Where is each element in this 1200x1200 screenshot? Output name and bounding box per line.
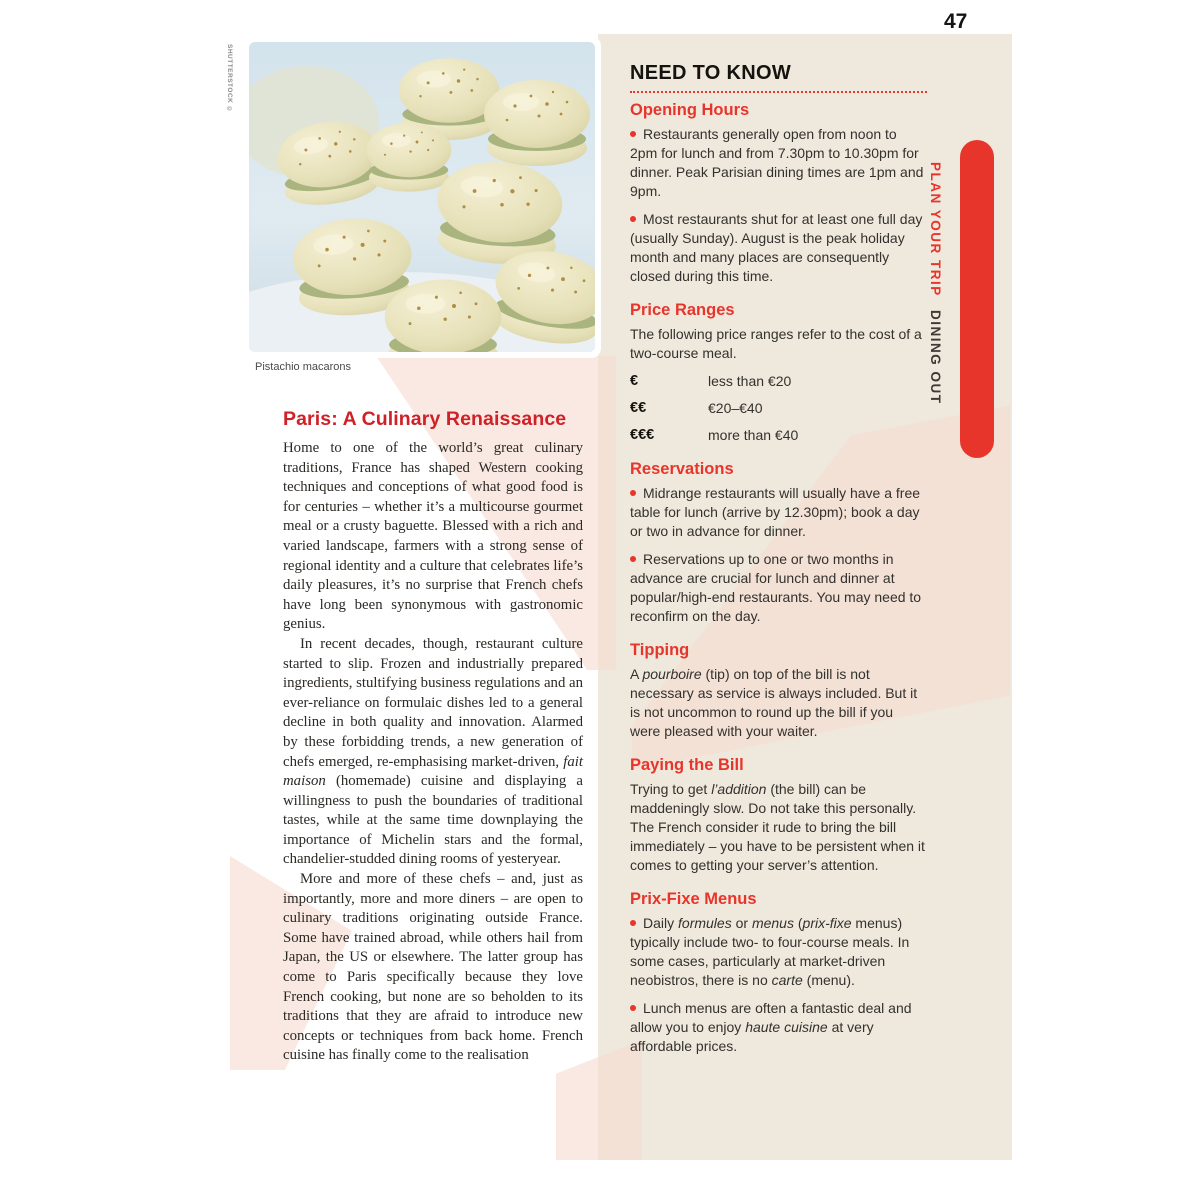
bullet-item [630,914,927,990]
article-paragraph: More and more of these chefs – and, just as importantly, more and more diners – are open to culinary traditions originating outside France. Some have trained abroad, while others hail from Japan, the US or elsewhere. The latter group has come to Paris specifically because they love French cooking, but none are so beholden to its traditions that they are afraid to introduce new concepts or techniques from back home. French cuisine has finally come to the realisation [283,871,583,1064]
page-number: 47 [944,10,968,33]
article-paragraph: Home to one of the world’s great culinary traditions, France has shaped Western cooking techniques and conceptions of what good food is for centuries – whether it’s a multicourse gourmet meal or a crusty baguette. Blessed with a rich and varied landscape, farmers with a strong sense of regional identity and a culture that celebrates life’s daily pleasures, it’s no surprise that French chefs have long been synonymous with gastronomic genius. [283,440,583,633]
bullet-icon [630,216,636,222]
bullet-item [630,550,927,626]
bullet-icon [630,556,636,562]
price-row [630,372,927,391]
photo-credit: SHUTTERSTOCK © [226,44,233,114]
plan-your-trip-label: PLAN YOUR TRIP [928,162,943,297]
price-ranges-intro: The following price ranges refer to the cost of a two-course meal. [630,326,922,361]
section-heading-paying-the-bill: Paying the Bill [630,756,744,774]
bullet-text: Midrange restaurants will usually have a free table for lunch (arrive by 12.30pm); book a day or two in advance for dinner. [630,485,921,539]
price-symbol: €€ [630,400,647,416]
bullet-icon [630,920,636,926]
photo-frame [243,36,601,358]
dotted-divider [630,91,927,93]
bullet-text: Reservations up to one or two months in advance are crucial for lunch and dinner at popular/high-end restaurants. You may need to reconfirm on the day. [630,551,922,624]
section-heading-prix-fixe-menus: Prix-Fixe Menus [630,890,757,908]
section-text: A pourboire (tip) on top of the bill is not necessary as service is always included. But it is not uncommon to round up the bill if you were pleased with your waiter. [630,666,918,739]
article-paragraph: In recent decades, though, restaurant culture started to slip. Frozen and industrially prepared ingredients, stultifying business regulations and an ever-reliance on formulaic dishes led to a general decline in both quality and innovation. Alarmed by these forbidding trends, a new generation of chefs emerged, re-emphasising market-driven, fait maison (homemade) cuisine and displaying a willingness to push the boundaries of traditional tastes, while at the same time downplaying the importance of Michelin stars and the formal, chandelier-studded dining rooms of yesteryear. [283,635,584,868]
section-heading-tipping: Tipping [630,641,690,659]
article-title: Paris: A Culinary Renaissance [283,408,567,430]
bullet-text: Daily formules or menus (prix-fixe menus) typically include two- to four-course meals. In some cases, particularly at market-driven neobistros, there is no carte (menu). [630,915,910,988]
bullet-item [630,484,927,541]
bullet-text: Restaurants generally open from noon to 2pm for lunch and from 7.30pm to 10.30pm for dinner. Peak Parisian dining times are 1pm and 9pm. [630,126,924,199]
price-row [630,399,927,418]
price-symbol: € [630,373,639,389]
need-to-know-title: NEED TO KNOW [630,62,792,84]
section-heading-price-ranges: Price Ranges [630,301,735,319]
price-desc: less than €20 [708,373,792,389]
price-row [630,426,927,445]
bullet-item [630,999,927,1056]
section-heading-reservations: Reservations [630,460,734,478]
bullet-icon [630,490,636,496]
need-to-know-column [630,62,927,1065]
price-symbol: €€€ [630,427,655,443]
chapter-tab-label [928,162,943,405]
section-heading-opening-hours: Opening Hours [630,101,750,119]
dining-out-label: DINING OUT [928,310,943,405]
chapter-tab [960,140,994,458]
price-desc: more than €40 [708,427,799,443]
section-text: Trying to get l’addition (the bill) can be maddeningly slow. Do not take this personally. The French consider it rude to bring the bill immediately – you have to be persistent when it comes to getting your server’s attention. [630,781,925,873]
bullet-icon [630,131,636,137]
price-desc: €20–€40 [708,400,763,416]
bullet-icon [630,1005,636,1011]
bullet-item [630,210,927,286]
macarons-photo [249,42,595,352]
article-column [283,408,583,1066]
photo-caption: Pistachio macarons [255,361,351,373]
bullet-text: Most restaurants shut for at least one full day (usually Sunday). August is the peak holiday month and many places are consequently closed during this time. [630,211,923,284]
bullet-item [630,125,927,201]
bullet-text: Lunch menus are often a fantastic deal and allow you to enjoy haute cuisine at very affordable prices. [630,1000,912,1054]
